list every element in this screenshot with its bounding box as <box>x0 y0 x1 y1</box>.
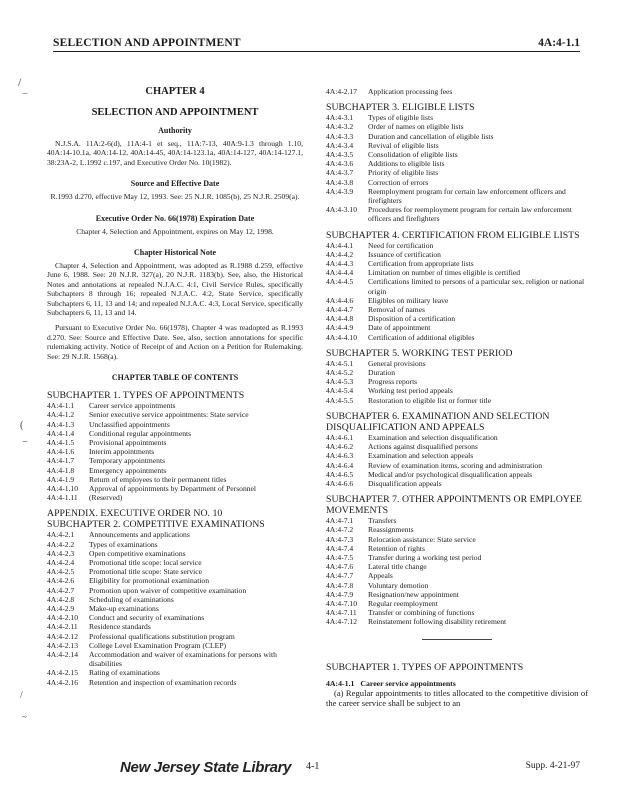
toc-entry-title: Lateral title change <box>368 562 427 572</box>
toc-entry[interactable] <box>326 581 588 590</box>
toc-entry[interactable] <box>47 576 303 585</box>
toc-entry[interactable] <box>326 433 588 442</box>
toc-entry-title: Actions against disqualified persons <box>368 442 478 452</box>
history-text-2: Pursuant to Executive Order No. 66(1978), Chapter 4 was readopted as R.1993 d.270. See: Source and Effective Date. See, also, section annotations for specific rulemaking activity. Notice of Receipt of and Action on a Petition for Rulemaking. See: 29 N.J.R. 1568(a). <box>47 323 303 361</box>
toc-entry-title: Retention of rights <box>368 543 425 553</box>
toc-entry[interactable] <box>326 296 588 305</box>
toc-entry[interactable] <box>326 159 588 168</box>
toc-entry-number: 4A:4-6.5 <box>326 469 354 479</box>
eo-text: Chapter 4, Selection and Appointment, expires on May 12, 1998. <box>76 226 274 236</box>
toc-entry-title: Announcements and applications <box>89 530 190 540</box>
toc-entry-title: Reinstatement following disability retirement <box>368 617 507 627</box>
toc-entry-number: 4A:4-7.12 <box>326 617 358 627</box>
subchapter-3-heading: SUBCHAPTER 3. ELIGIBLE LISTS <box>326 102 475 114</box>
toc-entry-title: Promotional title scope: local service <box>89 557 202 567</box>
toc-entry[interactable] <box>47 558 303 567</box>
toc-entry[interactable] <box>326 250 588 259</box>
toc-entry-number: 4A:4-4.7 <box>326 305 354 315</box>
toc-entry[interactable] <box>326 323 588 332</box>
toc-entry[interactable] <box>47 438 303 447</box>
toc-entry-number: 4A:4-7.5 <box>326 552 354 562</box>
toc-entry[interactable] <box>47 447 303 456</box>
toc-entry[interactable] <box>47 401 303 410</box>
toc-entry[interactable] <box>326 132 588 141</box>
toc-entry[interactable] <box>326 617 588 626</box>
toc-entry[interactable] <box>326 368 588 377</box>
toc-entry-number: 4A:4-4.10 <box>326 332 358 342</box>
toc-entry-title: Types of eligible lists <box>368 113 434 123</box>
toc-entry-number: 4A:4-2.10 <box>47 613 79 623</box>
toc-entry-title: Emergency appointments <box>89 465 167 475</box>
toc-entry[interactable] <box>47 549 303 558</box>
toc-entry-title: Promotion upon waiver of competitive examination <box>89 585 247 595</box>
toc-entry[interactable] <box>326 168 588 177</box>
toc-entry[interactable] <box>326 187 588 205</box>
toc-entry-title: Need for certification <box>368 240 434 250</box>
toc-entry-title: Temporary appointments <box>89 456 166 466</box>
toc-entry-title: Revival of eligible lists <box>368 140 439 150</box>
toc-entry[interactable] <box>47 604 303 613</box>
toc-entry-number: 4A:4-3.7 <box>326 168 354 178</box>
toc-entry-number: 4A:4-2.1 <box>47 530 75 540</box>
toc-entry[interactable] <box>326 150 588 159</box>
toc-entry[interactable] <box>47 678 303 687</box>
toc-entry-number: 4A:4-1.4 <box>47 428 75 438</box>
toc-entry[interactable] <box>47 475 303 484</box>
toc-entry-number: 4A:4-4.5 <box>326 277 354 287</box>
toc-entry-number: 4A:4-6.1 <box>326 432 354 442</box>
toc-entry-title: Consolidation of eligible lists <box>368 150 458 160</box>
toc-entry[interactable] <box>326 553 588 562</box>
toc-entry[interactable] <box>326 333 588 342</box>
section-name: Career service appointments <box>360 678 456 688</box>
toc-entry-title: Unclassified appointments <box>89 419 170 429</box>
toc-entry-title: Issuance of certification <box>368 249 441 259</box>
subchapter-5-heading: SUBCHAPTER 5. WORKING TEST PERIOD <box>326 347 513 359</box>
toc-entry-number: 4A:4-4.3 <box>326 259 354 269</box>
toc-entry-number: 4A:4-1.6 <box>47 447 75 457</box>
toc-entry-title: Types of examinations <box>89 539 158 549</box>
toc-entry-title: Examination and selection disqualification <box>368 432 498 442</box>
toc-entry[interactable] <box>326 241 588 250</box>
margin-mark: ⌣ <box>22 436 28 446</box>
toc-entry-number: 4A:4-3.2 <box>326 122 354 132</box>
chapter-number: CHAPTER 4 <box>145 86 205 97</box>
toc-entry-title: (Reserved) <box>89 493 123 503</box>
toc-entry-title: Examination and selection appeals <box>368 451 474 461</box>
toc-entry[interactable] <box>326 562 588 571</box>
toc-entry[interactable] <box>326 608 588 617</box>
toc-entry-title: Correction of errors <box>368 177 429 187</box>
toc-entry-title: Certification from appropriate lists <box>368 259 474 269</box>
margin-mark: / <box>18 75 22 89</box>
toc-entry[interactable] <box>47 410 303 419</box>
toc-entry-title: College Level Examination Program (CLEP) <box>89 640 227 650</box>
margin-mark: ~ <box>22 712 27 722</box>
toc-entry-number: 4A:4-1.11 <box>47 493 78 503</box>
toc-entry[interactable] <box>326 479 588 488</box>
toc-entry-title: Certification of additional eligibles <box>368 332 475 342</box>
subchapter-6-heading: SUBCHAPTER 6. EXAMINATION AND SELECTION DISQUALIFICATION AND APPEALS <box>326 410 550 433</box>
toc-entry-title: Open competitive examinations <box>89 548 186 558</box>
toc-entry[interactable] <box>326 525 588 534</box>
toc-entry-title: Review of examination items, scoring and administration <box>368 460 542 470</box>
toc-entry-number: 4A:4-3.1 <box>326 113 354 123</box>
toc-entry-title: Residence standards <box>89 622 151 632</box>
toc-entry-number: 4A:4-5.3 <box>326 377 354 387</box>
toc-entry-title: Professional qualifications substitution program <box>89 631 235 641</box>
subchapter-7-heading: SUBCHAPTER 7. OTHER APPOINTMENTS OR EMPLOYEE MOVEMENTS <box>326 494 582 517</box>
toc-entry-title: Career service appointments <box>89 401 176 411</box>
toc-entry[interactable] <box>47 466 303 475</box>
toc-entry-title: Return of employees to their permanent titles <box>89 474 227 484</box>
toc-entry-number: 4A:4-1.10 <box>47 483 79 493</box>
toc-entry[interactable] <box>326 268 588 277</box>
toc-entry[interactable] <box>47 613 303 622</box>
toc-heading: CHAPTER TABLE OF CONTENTS <box>111 373 239 383</box>
toc-entry-title: Voluntary demotion <box>368 580 429 590</box>
toc-entry-number: 4A:4-7.8 <box>326 580 354 590</box>
toc-entry[interactable] <box>326 314 588 323</box>
toc-entry-title: Order of names on eligible lists <box>368 122 464 132</box>
toc-entry-number: 4A:4-3.10 <box>326 205 358 215</box>
toc-entry[interactable] <box>326 141 588 150</box>
toc-entry-title: Make-up examinations <box>89 603 159 613</box>
toc-entry[interactable] <box>326 122 588 131</box>
subchapter-3-list <box>326 113 588 223</box>
toc-entry-title: Limitation on number of times eligible is certified <box>368 268 521 278</box>
toc-entry[interactable] <box>47 530 303 539</box>
toc-entry[interactable] <box>326 461 588 470</box>
subchapter-1-list <box>47 401 303 502</box>
toc-entry[interactable] <box>326 599 588 608</box>
left-column <box>47 86 303 687</box>
toc-entry[interactable] <box>326 178 588 187</box>
toc-entry[interactable] <box>47 586 303 595</box>
toc-entry-title: Resignation/new appointment <box>368 589 459 599</box>
toc-entry[interactable] <box>326 396 588 405</box>
toc-entry-number: 4A:4-7.7 <box>326 571 354 581</box>
page-footer <box>0 757 618 779</box>
toc-entry-title: General provisions <box>368 358 426 368</box>
toc-entry-title: Transfer or combining of functions <box>368 608 475 618</box>
toc-entry-title: Reassignments <box>368 525 414 535</box>
toc-entry-title: Approval of appointments by Department of Personnel <box>89 483 257 493</box>
toc-entry[interactable]: 4A:4-2.17 Application processing fees <box>326 87 453 96</box>
toc-entry[interactable] <box>47 420 303 429</box>
toc-entry-title: Date of appointment <box>368 323 431 333</box>
source-heading: Source and Effective Date <box>130 179 220 189</box>
toc-entry-number: 4A:4-2.16 <box>47 677 79 687</box>
toc-entry[interactable] <box>326 113 588 122</box>
toc-entry-title: Promotional title scope: State service <box>89 567 203 577</box>
toc-entry-number: 4A:4-2.8 <box>47 594 75 604</box>
appendix-heading: APPENDIX. EXECUTIVE ORDER NO. 10 <box>47 508 223 520</box>
toc-entry-number: 4A:4-3.4 <box>326 140 354 150</box>
toc-entry-title: Removal of names <box>368 305 425 315</box>
toc-entry[interactable] <box>47 668 303 677</box>
toc-entry-title: Eligibles on military leave <box>368 295 449 305</box>
toc-entry-number: 4A:4-6.3 <box>326 451 354 461</box>
toc-entry-title: Eligibility for promotional examination <box>89 576 210 586</box>
toc-entry-title: Duration and cancellation of eligible lists <box>368 131 494 141</box>
toc-entry-number: 4A:4-4.2 <box>326 249 354 259</box>
toc-entry-title: Restoration to eligible list or former title <box>368 395 492 405</box>
toc-entry-number: 4A:4-2.4 <box>47 557 75 567</box>
toc-entry[interactable] <box>47 632 303 641</box>
toc-entry-title: Accommodation and waiver of examinations for persons with disabilities <box>89 649 277 669</box>
toc-entry-number: 4A:4-7.1 <box>326 516 354 526</box>
toc-entry-title: Senior executive service appointments: State service <box>89 410 249 420</box>
toc-entry-title: Reemployment program for certain law enforcement officers and firefighters <box>368 186 566 206</box>
toc-entry-number: 4A:4-3.5 <box>326 150 354 160</box>
toc-entry-title: Certifications limited to persons of a particular sex, religion or national origin <box>368 277 585 296</box>
toc-entry[interactable] <box>47 456 303 465</box>
toc-entry[interactable] <box>47 493 303 502</box>
toc-entry-title: Provisional appointments <box>89 437 167 447</box>
section-text: (a) Regular appointments to titles allocated to the competitive division of the career service shall be subject to an <box>326 687 588 709</box>
toc-entry-title: Procedures for reemployment program for certain law enforcement officers and firefighters <box>368 205 572 224</box>
toc-entry[interactable] <box>47 650 303 668</box>
toc-entry[interactable] <box>326 590 588 599</box>
running-header <box>53 37 580 52</box>
toc-entry[interactable] <box>326 277 588 295</box>
library-stamp: New Jersey State Library <box>120 759 292 776</box>
toc-entry-title: Conduct and security of examinations <box>89 613 205 623</box>
margin-mark: ( <box>20 420 24 431</box>
toc-entry[interactable] <box>326 377 588 386</box>
toc-entry-number: 4A:4-4.9 <box>326 323 354 333</box>
toc-entry-title: Retention and inspection of examination records <box>89 677 237 687</box>
toc-entry[interactable] <box>326 305 588 314</box>
toc-entry-number: 4A:4-2.11 <box>47 622 78 632</box>
section-number: 4A:4-1.1 <box>326 678 355 688</box>
toc-entry-number: 4A:4-2.9 <box>47 603 75 613</box>
toc-entry-number: 4A:4-2.2 <box>47 539 75 549</box>
authority-text: N.J.S.A. 11A:2-6(d), 11A:4-1 et seq., 11A:7-13, 40A:9-1.3 through 1.10, 40A:14-10.1a, 40A:14-12, 40A:14-45, 40A:14-123.1a, 40A:14-127, 40A:14-127.1, 38:23A-2, L.1992 c.197, and Executive Order No. 10(1982). <box>47 139 303 167</box>
toc-entry[interactable] <box>326 535 588 544</box>
toc-entry-title: Interim appointments <box>89 447 155 457</box>
toc-entry-title: Transfers <box>368 516 397 526</box>
toc-entry-number: 4A:4-4.6 <box>326 295 354 305</box>
toc-entry-number: 4A:4-7.6 <box>326 562 354 572</box>
toc-entry-number: 4A:4-5.5 <box>326 395 354 405</box>
toc-entry[interactable] <box>326 442 588 451</box>
body-subchapter-heading: SUBCHAPTER 1. TYPES OF APPOINTMENTS <box>326 661 524 673</box>
toc-entry[interactable] <box>326 571 588 580</box>
source-text: R.1993 d.270, effective May 12, 1993. See: 25 N.J.R. 1085(b), 25 N.J.R. 2509(a). <box>50 192 300 202</box>
toc-entry[interactable] <box>326 386 588 395</box>
margin-mark: / <box>20 690 23 701</box>
toc-entry-number: 4A:4-2.13 <box>47 640 79 650</box>
toc-entry-number: 4A:4-4.8 <box>326 314 354 324</box>
toc-entry-number: 4A:4-6.6 <box>326 478 354 488</box>
toc-entry-number: 4A:4-7.4 <box>326 543 354 553</box>
toc-entry-number: 4A:4-2.3 <box>47 548 75 558</box>
toc-entry-number: 4A:4-4.4 <box>326 268 354 278</box>
toc-entry-number: 4A:4-5.1 <box>326 358 354 368</box>
toc-entry-title: Duration <box>368 368 395 378</box>
toc-entry-number: 4A:4-3.8 <box>326 177 354 187</box>
authority-heading: Authority <box>158 126 192 135</box>
toc-entry-title: Conditional regular appointments <box>89 428 192 438</box>
toc-entry-title: Working test period appeals <box>368 386 453 396</box>
toc-entry-number: 4A:4-2.7 <box>47 585 75 595</box>
eo-heading: Executive Order No. 66(1978) Expiration Date <box>95 213 255 223</box>
toc-entry[interactable] <box>47 540 303 549</box>
toc-entry-number: 4A:4-7.2 <box>326 525 354 535</box>
toc-entry-number: 4A:4-1.9 <box>47 474 75 484</box>
toc-entry-title: Disposition of a certification <box>368 314 456 324</box>
supplement-date: Supp. 4-21-97 <box>525 761 580 771</box>
subchapter-2-list <box>47 530 303 686</box>
subchapter-2-heading: SUBCHAPTER 2. COMPETITIVE EXAMINATIONS <box>47 519 265 531</box>
toc-entry-number: 4A:4-1.8 <box>47 465 75 475</box>
toc-entry-number: 4A:4-3.6 <box>326 159 354 169</box>
toc-entry-number: 4A:4-1.5 <box>47 437 75 447</box>
toc-entry-number: 4A:4-7.3 <box>326 534 354 544</box>
chapter-title: SELECTION AND APPOINTMENT <box>91 107 259 118</box>
subchapter-4-heading: SUBCHAPTER 4. CERTIFICATION FROM ELIGIBLE LISTS <box>326 229 580 241</box>
subchapter-6-list <box>326 433 588 488</box>
toc-entry-number: 4A:4-1.7 <box>47 456 75 466</box>
toc-entry[interactable] <box>326 470 588 479</box>
toc-entry-number: 4A:4-7.9 <box>326 589 354 599</box>
right-column <box>326 87 588 709</box>
toc-entry[interactable] <box>47 567 303 576</box>
toc-entry[interactable] <box>326 544 588 553</box>
toc-entry-number: 4A:4-2.5 <box>47 567 75 577</box>
toc-entry[interactable] <box>326 205 588 223</box>
toc-entry[interactable] <box>326 359 588 368</box>
subchapter-1-heading: SUBCHAPTER 1. TYPES OF APPOINTMENTS <box>47 390 245 402</box>
toc-entry[interactable] <box>47 622 303 631</box>
toc-entry-number: 4A:4-1.1 <box>47 401 75 411</box>
toc-entry-title: Medical and/or psychological disqualification appeals <box>368 469 533 479</box>
toc-entry-title: Transfer during a working test period <box>368 552 482 562</box>
section-title <box>326 679 588 688</box>
toc-entry-title: Rating of examinations <box>89 668 160 678</box>
toc-entry-number: 4A:4-4.1 <box>326 240 354 250</box>
toc-entry[interactable] <box>47 595 303 604</box>
subchapter-4-list <box>326 241 588 342</box>
toc-entry-number: 4A:4-2.14 <box>47 649 79 659</box>
toc-entry-title: Relocation assistance: State service <box>368 534 476 544</box>
toc-entry[interactable] <box>47 429 303 438</box>
header-section: 4A:4-1.1 <box>538 37 580 49</box>
page-number: 4-1 <box>306 761 320 772</box>
header-title: SELECTION AND APPOINTMENT <box>53 37 241 49</box>
toc-entry-number: 4A:4-2.6 <box>47 576 75 586</box>
margin-mark: ⌣ <box>22 88 28 98</box>
history-heading: Chapter Historical Note <box>133 248 217 258</box>
subchapter-7-list <box>326 516 588 626</box>
toc-entry-number: 4A:4-1.2 <box>47 410 75 420</box>
toc-entry-number: 4A:4-6.4 <box>326 460 354 470</box>
toc-entry-number: 4A:4-7.11 <box>326 608 357 618</box>
toc-entry-title: Regular reemployment <box>368 598 438 608</box>
toc-entry-number: 4A:4-3.9 <box>326 186 354 196</box>
toc-entry-title: Scheduling of examinations <box>89 594 174 604</box>
toc-entry-number: 4A:4-5.4 <box>326 386 354 396</box>
toc-entry[interactable] <box>47 484 303 493</box>
toc-entry-number: 4A:4-2.15 <box>47 668 79 678</box>
toc-entry-number: 4A:4-3.3 <box>326 131 354 141</box>
toc-entry-title: Appeals <box>368 571 393 581</box>
subchapter-5-list <box>326 359 588 405</box>
toc-entry-title: Additions to eligible lists <box>368 159 445 169</box>
toc-entry-title: Priority of eligible lists <box>368 168 439 178</box>
history-text-1: Chapter 4, Selection and Appointment, was adopted as R.1988 d.259, effective June 6, 1988. See: 20 N.J.R. 327(a), 20 N.J.R. 1183(b). See, also, the Historical Notes and annotations at repealed N.J.A.C. 4:1, Civil Service Rules, specifically Subchapters 8 through 16; repealed N.J.A.C. 4:2, State Service, specifically Subchapters 6, 11, 13 and 14; and repealed N.J.A.C. 4:3, Local Service, specifically Subchapters 6, 11, 13 and 14. <box>47 261 303 318</box>
toc-entry[interactable] <box>47 641 303 650</box>
toc-entry[interactable] <box>326 259 588 268</box>
toc-entry[interactable] <box>326 451 588 460</box>
toc-entry[interactable] <box>326 516 588 525</box>
toc-entry-number: 4A:4-6.2 <box>326 442 354 452</box>
toc-entry-number: 4A:4-5.2 <box>326 368 354 378</box>
toc-entry-title: Disqualification appeals <box>368 478 442 488</box>
toc-entry-number: 4A:4-1.3 <box>47 419 75 429</box>
toc-entry-number: 4A:4-2.12 <box>47 631 79 641</box>
toc-entry-title: Progress reports <box>368 377 418 387</box>
toc-entry-number: 4A:4-7.10 <box>326 598 358 608</box>
